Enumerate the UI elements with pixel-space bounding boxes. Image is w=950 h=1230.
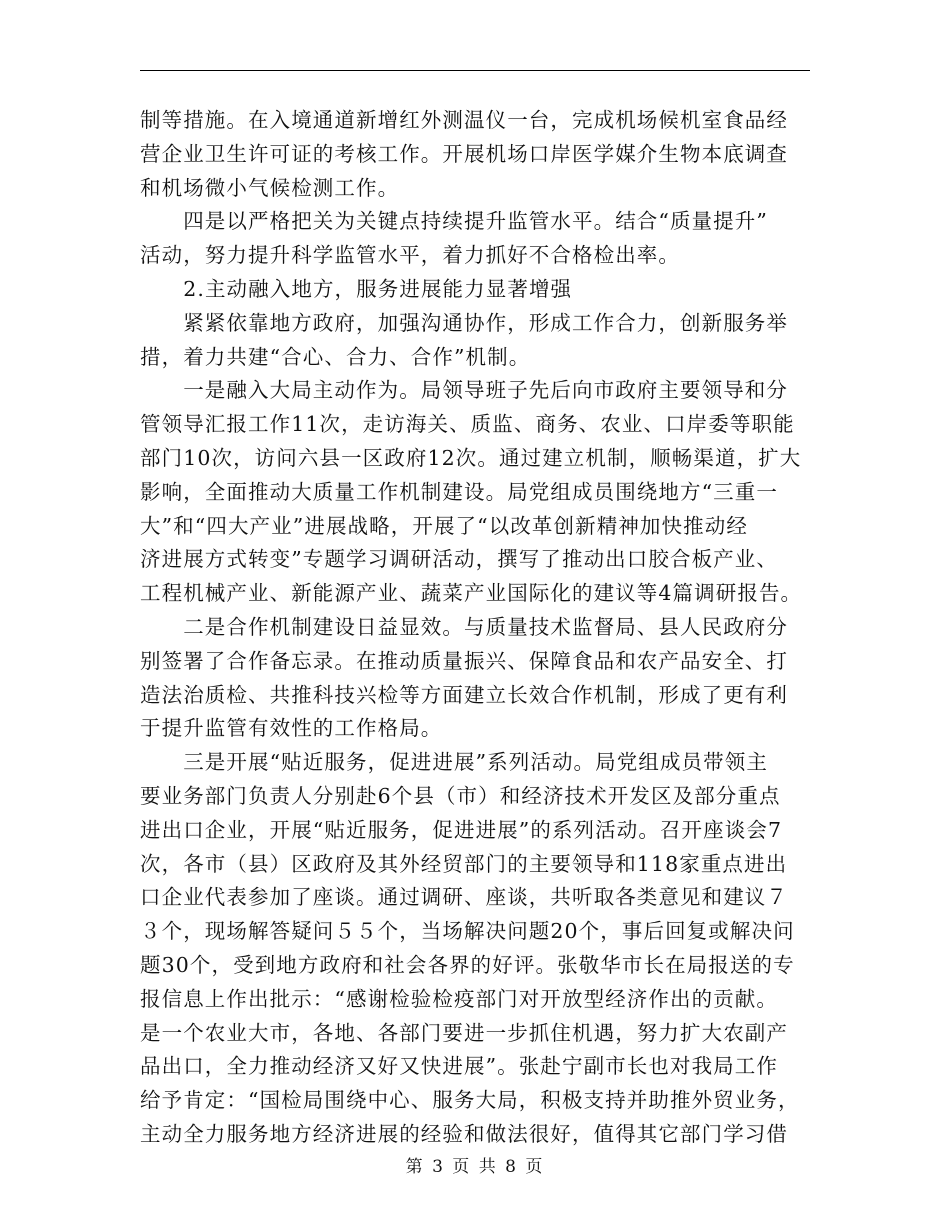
text-line: 进出口企业，开展“贴近服务，促进进展”的系列活动。召开座谈会7 [140,817,783,842]
text-line: 是一个农业大市，各地、各部门要进一步抓住机遇，努力扩大农副产 [140,1020,788,1045]
text-line: 措，着力共建“合心、合力、合作”机制。 [140,344,531,369]
text-line: 报信息上作出批示：“感谢检验检疫部门对开放型经济作出的贡献。 [140,986,778,1011]
text-line: 题30个，受到地方政府和社会各界的好评。张敬华市长在局报送的专 [140,952,795,977]
text-line: 济进展方式转变”专题学习调研活动，撰写了推动出口胶合板产业、 [140,547,778,572]
text-line: 制等措施。在入境通道新增红外测温仪一台，完成机场候机室食品经 [140,108,788,132]
page-number-footer: 第 3 页 共 8 页 [405,1157,545,1177]
section-heading: 2.主动融入地方，服务进展能力显著增强 [140,276,573,301]
text-line: 于提升监管有效性的工作格局。 [140,716,443,741]
text-line: ３个，现场解答疑问５５个，当场解决问题20个，事后回复或解决问 [140,919,795,944]
text-line: 主动全力服务地方经济进展的经验和做法很好，值得其它部门学习借 [140,1121,788,1146]
text-line: 二是合作机制建设日益显效。与质量技术监督局、县人民政府分 [140,614,788,639]
text-line: 影响，全面推动大质量工作机制建设。局党组成员围绕地方“三重一 [140,479,778,504]
text-line: 管领导汇报工作11次，走访海关、质监、商务、农业、口岸委等职能 [140,412,795,437]
text-line: 品出口，全力推动经济又好又快进展”。张赴宁副市长也对我局工作 [140,1054,778,1079]
text-line: 营企业卫生许可证的考核工作。开展机场口岸医学媒介生物本底调查 [140,141,788,166]
text-line: 一是融入大局主动作为。局领导班子先后向市政府主要领导和分 [140,378,788,403]
text-line: 次，各市（县）区政府及其外经贸部门的主要领导和118家重点进出 [140,851,788,876]
text-line: 造法治质检、共推科技兴检等方面建立长效合作机制，形成了更有利 [140,682,788,707]
text-line: 工程机械产业、新能源产业、蔬菜产业国际化的建议等4篇调研报告。 [140,581,803,606]
text-line: 四是以严格把关为关键点持续提升监管水平。结合“质量提升” [140,209,768,234]
text-line: 三是开展“贴近服务，促进进展”系列活动。局党组成员带领主 [140,750,768,775]
text-line: 紧紧依靠地方政府，加强沟通协作，形成工作合力，创新服务举 [140,310,788,335]
text-line: 要业务部门负责人分别赴6个县（市）和经济技术开发区及部分重点 [140,783,781,808]
header-rule [140,70,810,71]
text-line: 别签署了合作备忘录。在推动质量振兴、保障食品和农产品安全、打 [140,648,788,673]
text-line: 大”和“四大产业”进展战略，开展了“以改革创新精神加快推动经 [140,513,748,538]
text-line: 和机场微小气候检测工作。 [140,175,400,200]
document-body [140,104,812,1152]
text-line: 部门10次，访问六县一区政府12次。通过建立机制，顺畅渠道，扩大 [140,445,802,470]
text-line: 活动，努力提升科学监管水平，着力抓好不合格检出率。 [140,243,680,268]
text-line: 口企业代表参加了座谈。通过调研、座谈，共听取各类意见和建议７ [140,885,788,910]
text-line: 给予肯定：“国检局围绕中心、服务大局，积极支持并助推外贸业务， [140,1088,800,1113]
